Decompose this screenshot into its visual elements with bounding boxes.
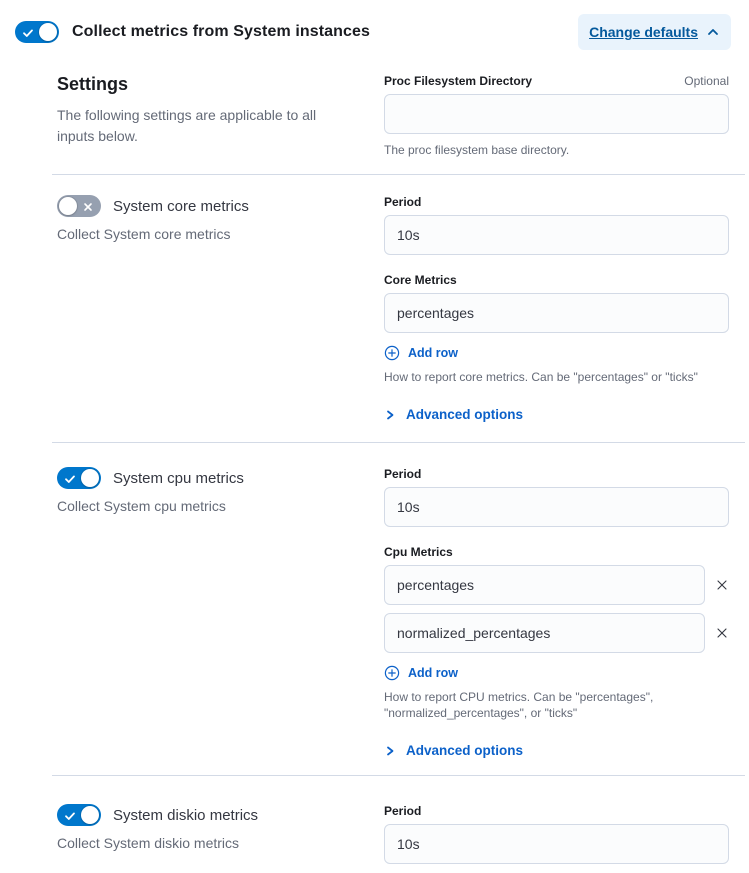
- section-settings: [57, 58, 729, 174]
- toggle-knob: [39, 23, 57, 41]
- add-row-label: Add row: [408, 666, 458, 680]
- cross-icon: [715, 628, 729, 643]
- settings-body: [0, 58, 749, 864]
- add-row-button[interactable]: [384, 345, 458, 361]
- core-stream-head: [57, 195, 357, 217]
- core-period-field: [384, 195, 729, 255]
- cpu-metrics-field: [384, 545, 729, 758]
- cpu-metric-row: [384, 565, 729, 605]
- collect-metrics-toggle[interactable]: [15, 21, 59, 43]
- settings-description: The following settings are applicable to all inputs below.: [57, 107, 317, 144]
- cpu-fields-column: [384, 467, 729, 758]
- page-title: Collect metrics from System instances: [72, 23, 371, 40]
- core-metrics-input[interactable]: [384, 293, 729, 333]
- diskio-period-input[interactable]: [384, 824, 729, 864]
- cpu-metric-row: [384, 613, 729, 653]
- add-row-button[interactable]: [384, 665, 458, 681]
- remove-row-button[interactable]: [713, 576, 731, 594]
- settings-description-column: [57, 74, 357, 158]
- plus-circle-icon: [384, 345, 400, 361]
- core-stream-description: Collect System core metrics: [57, 226, 231, 242]
- cpu-metrics-toggle[interactable]: [57, 467, 101, 489]
- settings-title: Settings: [57, 74, 129, 94]
- cpu-stream-column: [57, 467, 357, 758]
- cpu-metrics-help: How to report CPU metrics. Can be "percentages", "normalized_percentages", or "ticks": [384, 690, 654, 720]
- diskio-stream-title: System diskio metrics: [113, 806, 259, 824]
- section-cpu-metrics: [57, 443, 729, 775]
- core-metrics-label: Core Metrics: [384, 273, 457, 287]
- diskio-stream-description: Collect System diskio metrics: [57, 835, 240, 851]
- cpu-metric-input[interactable]: [384, 565, 705, 605]
- proc-fs-help: The proc filesystem base directory.: [384, 143, 570, 157]
- add-row-label: Add row: [408, 346, 458, 360]
- proc-fs-input[interactable]: [384, 94, 729, 134]
- cpu-metric-input[interactable]: [384, 613, 705, 653]
- core-metrics-field: [384, 273, 729, 422]
- chevron-right-icon: [384, 409, 396, 421]
- toggle-knob: [81, 469, 99, 487]
- advanced-options-label: Advanced options: [406, 743, 524, 758]
- diskio-metrics-toggle[interactable]: [57, 804, 101, 826]
- cpu-stream-description: Collect System cpu metrics: [57, 498, 226, 514]
- diskio-stream-head: [57, 804, 357, 826]
- toggle-knob: [59, 197, 77, 215]
- period-label: Period: [384, 195, 422, 209]
- core-metrics-help: How to report core metrics. Can be "percentages" or "ticks": [384, 370, 698, 384]
- change-defaults-button[interactable]: [578, 14, 731, 50]
- chevron-right-icon: [384, 745, 396, 757]
- header: [0, 0, 749, 58]
- check-icon: [64, 809, 76, 827]
- optional-badge: Optional: [684, 74, 729, 88]
- proc-fs-label: Proc Filesystem Directory: [384, 74, 533, 88]
- core-period-input[interactable]: [384, 215, 729, 255]
- chevron-up-icon: [706, 25, 720, 39]
- section-diskio-metrics: [57, 776, 729, 864]
- cpu-stream-head: [57, 467, 357, 489]
- cpu-metrics-label: Cpu Metrics: [384, 545, 453, 559]
- advanced-options-label: Advanced options: [406, 407, 524, 422]
- settings-fields-column: [384, 74, 729, 158]
- period-label: Period: [384, 467, 422, 481]
- check-icon: [64, 472, 76, 490]
- core-fields-column: [384, 195, 729, 422]
- core-stream-column: [57, 195, 357, 422]
- check-icon: [22, 26, 34, 44]
- core-stream-title: System core metrics: [113, 197, 249, 215]
- proc-fs-label-row: [384, 74, 729, 89]
- cpu-period-input[interactable]: [384, 487, 729, 527]
- cpu-period-field: [384, 467, 729, 527]
- core-metrics-toggle[interactable]: [57, 195, 101, 217]
- advanced-options-button[interactable]: [384, 407, 523, 422]
- cpu-stream-title: System cpu metrics: [113, 469, 244, 487]
- diskio-stream-column: [57, 804, 357, 864]
- advanced-options-button[interactable]: [384, 743, 523, 758]
- toggle-knob: [81, 806, 99, 824]
- remove-row-button[interactable]: [713, 624, 731, 642]
- cross-icon: [715, 580, 729, 595]
- section-core-metrics: [57, 175, 729, 442]
- diskio-period-field: [384, 804, 729, 864]
- period-label: Period: [384, 804, 422, 818]
- diskio-fields-column: [384, 804, 729, 864]
- change-defaults-label: Change defaults: [589, 24, 698, 40]
- cross-icon: [82, 200, 94, 218]
- plus-circle-icon: [384, 665, 400, 681]
